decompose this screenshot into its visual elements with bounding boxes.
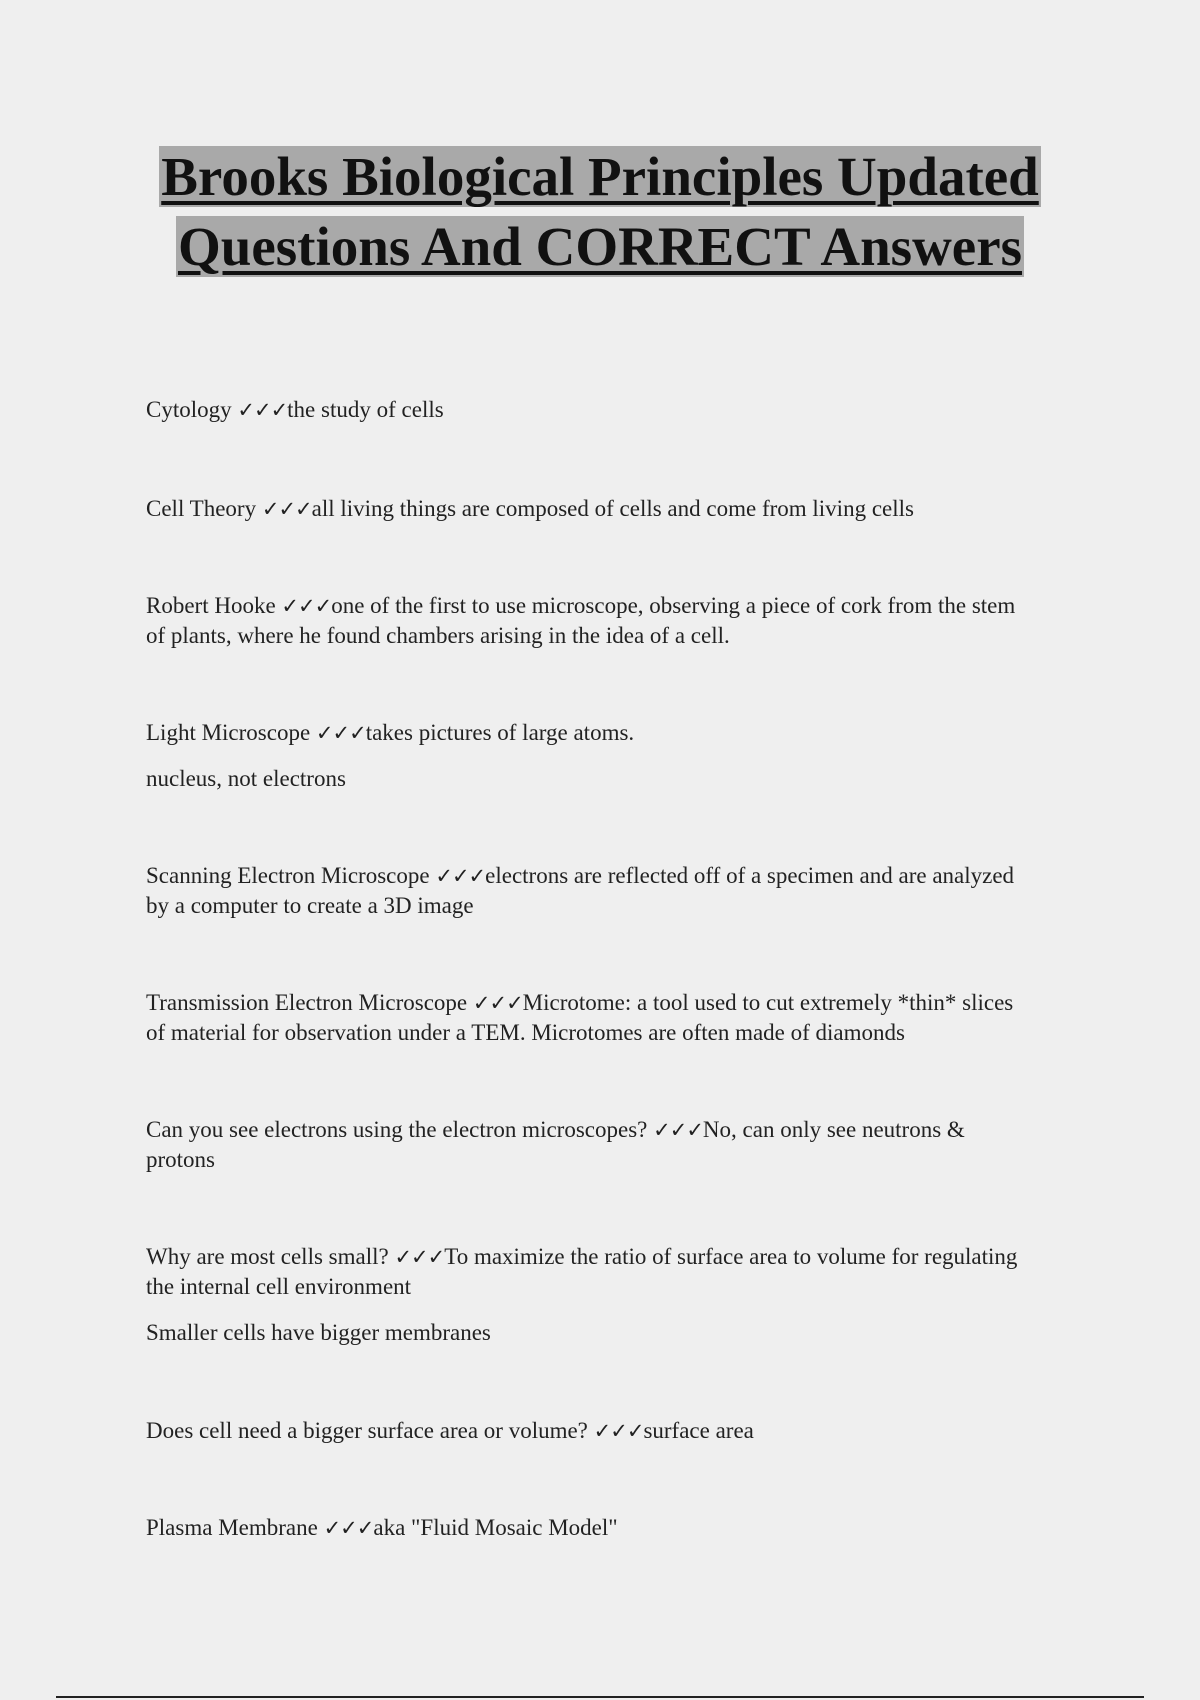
check-marks-icon: ✓✓✓ [593,1419,644,1443]
qa-line [146,1513,1036,1543]
check-marks-icon: ✓✓✓ [237,398,288,422]
check-marks-icon: ✓✓✓ [394,1245,445,1269]
qa-term: Plasma Membrane [146,1515,324,1540]
qa-line [146,988,1036,1048]
qa-line [146,494,1036,524]
qa-term: Cell Theory [146,496,262,521]
qa-term: Does cell need a bigger surface area or volume? [146,1418,594,1443]
qa-answer: electrons are reflected off of a specimen and are analyzed by a computer to create a 3D image [146,863,1015,918]
qa-answer: one of the first to use microscope, observing a piece of cork from the stem of plants, where he found chambers arising in the idea of a cell. [146,593,1016,648]
document-title [100,142,1100,282]
qa-line [146,718,1036,748]
qa-entry-plasma-membrane [146,1513,1036,1543]
qa-answer: surface area [643,1418,754,1443]
qa-entry-scanning-electron-microscope [146,861,1036,921]
title-line-1: Brooks Biological Principles Updated [161,146,1039,207]
check-marks-icon: ✓✓✓ [315,721,366,745]
qa-term: Cytology [146,397,238,422]
check-marks-icon: ✓✓✓ [323,1516,374,1540]
qa-line [146,861,1036,921]
qa-line [146,1416,1036,1446]
check-marks-icon: ✓✓✓ [435,864,486,888]
qa-entry-robert-hooke [146,591,1036,651]
check-marks-icon: ✓✓✓ [653,1118,703,1142]
qa-term: Scanning Electron Microscope [146,863,436,888]
qa-line [146,1242,1036,1302]
qa-answer: To maximize the ratio of surface area to volume for regulating the internal cell environment [146,1244,1018,1299]
qa-term: Light Microscope [146,720,316,745]
title-line-2: Questions And CORRECT Answers [177,216,1023,277]
qa-term: Transmission Electron Microscope [146,990,473,1015]
qa-extra: Smaller cells have bigger membranes [146,1320,491,1345]
check-marks-icon: ✓✓✓ [261,497,312,521]
qa-entry-cells-small [146,1242,1036,1348]
qa-term: Why are most cells small? [146,1244,395,1269]
qa-entry-transmission-electron-microscope [146,988,1036,1048]
qa-extra: nucleus, not electrons [146,766,346,791]
check-marks-icon: ✓✓✓ [281,594,332,618]
qa-entry-see-electrons [146,1115,1036,1175]
qa-answer: aka "Fluid Mosaic Model" [373,1515,618,1540]
qa-line [146,1115,1036,1175]
qa-entry-surface-area [146,1416,1036,1446]
page-divider [56,1696,1144,1698]
qa-entry-cytology [146,395,1036,425]
qa-entry-light-microscope [146,718,1036,794]
qa-answer: No, can only see neutrons & protons [146,1117,965,1172]
qa-answer: all living things are composed of cells and come from living cells [311,496,914,521]
qa-line [146,591,1036,651]
qa-answer: takes pictures of large atoms. [365,720,635,745]
check-marks-icon: ✓✓✓ [472,991,523,1015]
qa-entry-cell-theory [146,494,1036,524]
qa-term: Robert Hooke [146,593,282,618]
qa-answer: Microtome: a tool used to cut extremely *thin* slices of material for observation under a TEM. Microtomes are often made of diamonds [146,990,1014,1045]
qa-line [146,395,1036,425]
qa-term: Can you see electrons using the electron microscopes? [146,1117,654,1142]
qa-answer: the study of cells [287,397,444,422]
